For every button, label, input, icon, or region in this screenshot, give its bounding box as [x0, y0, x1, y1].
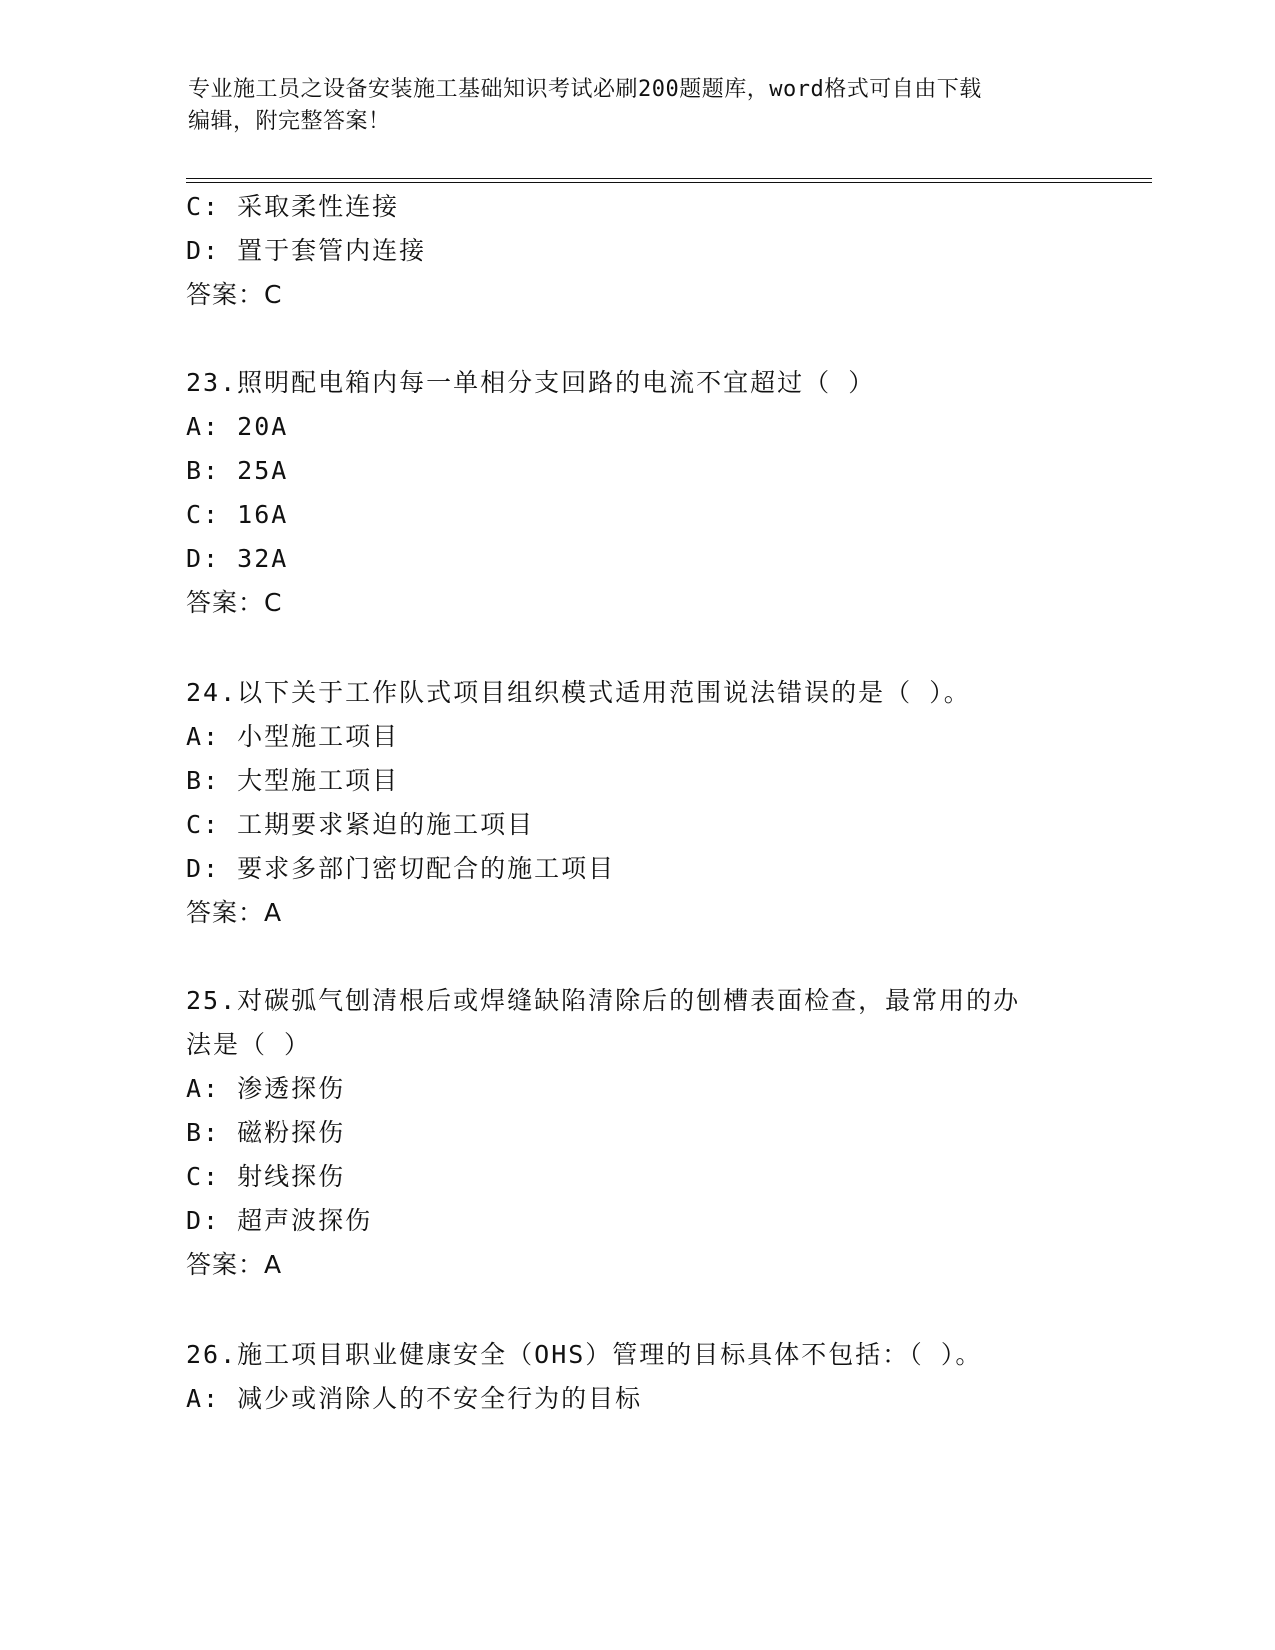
option-b: B: 磁粉探伤 [186, 1118, 346, 1147]
option-c: C: 射线探伤 [186, 1162, 346, 1191]
option-d: D: 置于套管内连接 [186, 236, 427, 265]
question-23: 23.照明配电箱内每一单相分支回路的电流不宜超过（ ） [186, 368, 876, 397]
option-d: D: 超声波探伤 [186, 1206, 373, 1235]
option-c: C: 16A [186, 500, 289, 529]
option-c: C: 采取柔性连接 [186, 192, 400, 221]
option-a: A: 减少或消除人的不安全行为的目标 [186, 1384, 643, 1413]
question-25: 25.对碳弧气刨清根后或焊缝缺陷清除后的刨槽表面检查，最常用的办 [186, 986, 1021, 1015]
option-b: B: 25A [186, 456, 289, 485]
document-header [188, 74, 1088, 138]
option-c: C: 工期要求紧迫的施工项目 [186, 810, 535, 839]
question-24: 24.以下关于工作队式项目组织模式适用范围说法错误的是（ ）。 [186, 678, 971, 707]
question-26: 26.施工项目职业健康安全（OHS）管理的目标具体不包括：（ ）。 [186, 1340, 983, 1369]
answer-line: 答案：A [186, 1250, 283, 1279]
answer-line: 答案：C [186, 280, 283, 309]
option-a: A: 20A [186, 412, 289, 441]
option-d: D: 32A [186, 544, 289, 573]
option-a: A: 渗透探伤 [186, 1074, 346, 1103]
option-d: D: 要求多部门密切配合的施工项目 [186, 854, 616, 883]
question-25-continued: 法是（ ） [186, 1030, 312, 1059]
header-line-1: 专业施工员之设备安装施工基础知识考试必刷200题题库，word格式可自由下载 [188, 77, 982, 102]
header-line-2: 编辑，附完整答案！ [188, 109, 391, 134]
answer-line: 答案：C [186, 588, 283, 617]
option-b: B: 大型施工项目 [186, 766, 400, 795]
answer-line: 答案：A [186, 898, 283, 927]
header-divider [186, 178, 1152, 183]
option-a: A: 小型施工项目 [186, 722, 400, 751]
